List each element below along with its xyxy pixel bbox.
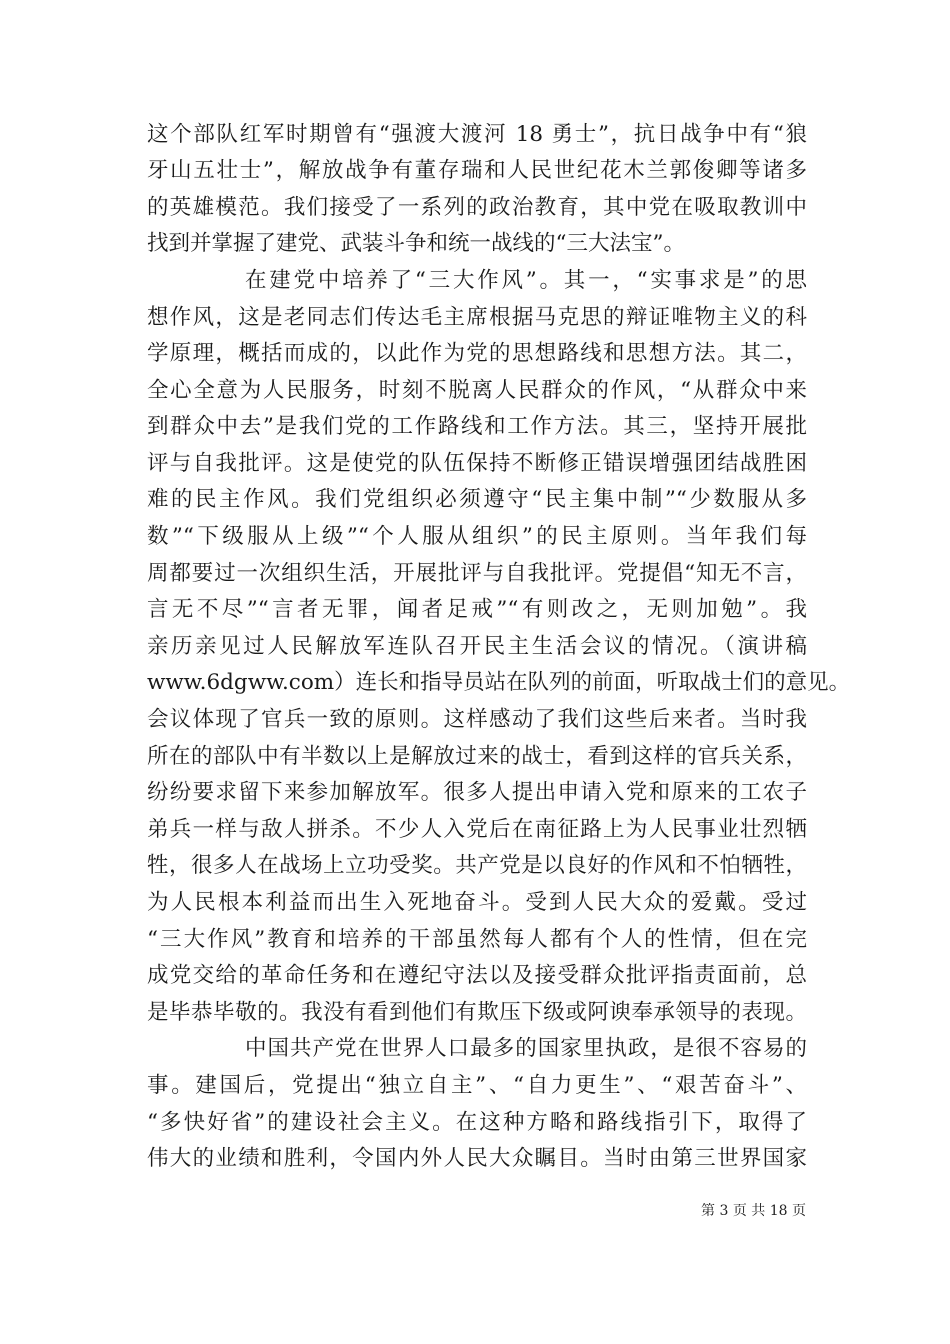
text-line: 亲历亲见过人民解放军连队召开民主生活会议的情况。（演讲稿 (147, 634, 807, 659)
text-line: 事。建国后，党提出“独立自主”、“自力更生”、“艰苦奋斗”、 (147, 1073, 807, 1098)
text-line: 伟大的业绩和胜利，令国内外人民大众瞩目。当时由第三世界国家 (147, 1146, 807, 1171)
text-line: 全心全意为人民服务，时刻不脱离人民群众的作风，“从群众中来 (147, 378, 807, 403)
text-line: 弟兵一样与敌人拼杀。不少人入党后在南征路上为人民事业壮烈牺 (147, 817, 807, 842)
text-line: 牙山五壮士”，解放战争有董存瑞和人民世纪花木兰郭俊卿等诸多 (147, 158, 807, 183)
text-line: 数”“下级服从上级”“个人服从组织”的民主原则。当年我们每 (147, 524, 807, 549)
text-line: www.6dgww.com）连长和指导员站在队列的前面，听取战士们的意见。 (147, 670, 851, 695)
text-line: 为人民根本利益而出生入死地奋斗。受到人民大众的爱戴。受过 (147, 890, 807, 915)
text-line: 会议体现了官兵一致的原则。这样感动了我们这些后来者。当时我 (147, 707, 807, 732)
text-line: 周都要过一次组织生活，开展批评与自我批评。党提倡“知无不言， (147, 561, 807, 586)
page-number-footer: 第 3 页 共 18 页 (701, 1203, 806, 1219)
text-line: 学原理，概括而成的，以此作为党的思想路线和思想方法。其二， (147, 341, 807, 366)
text-line: 纷纷要求留下来参加解放军。很多人提出申请入党和原来的工农子 (147, 780, 807, 805)
text-line: 是毕恭毕敬的。我没有看到他们有欺压下级或阿谀奉承领导的表现。 (147, 1000, 807, 1025)
text-line: 想作风，这是老同志们传达毛主席根据马克思的辩证唯物主义的科 (147, 305, 807, 330)
paragraph-start-line: 在建党中培养了“三大作风”。其一，“实事求是”的思 (245, 268, 807, 293)
text-line: 所在的部队中有半数以上是解放过来的战士，看到这样的官兵关系， (147, 744, 807, 769)
text-line: 言无不尽”“言者无罪，闻者足戒”“有则改之，无则加勉”。我 (147, 597, 807, 622)
text-line: 牲，很多人在战场上立功受奖。共产党是以良好的作风和不怕牺牲， (147, 853, 807, 878)
paragraph-start-line: 中国共产党在世界人口最多的国家里执政，是很不容易的 (245, 1036, 807, 1061)
text-line: 这个部队红军时期曾有“强渡大渡河 18 勇士”，抗日战争中有“狼 (147, 122, 807, 147)
text-line: 难的民主作风。我们党组织必须遵守“民主集中制”“少数服从多 (147, 487, 807, 512)
text-line: 的英雄模范。我们接受了一系列的政治教育，其中党在吸取教训中 (147, 195, 807, 220)
text-line: “三大作风”教育和培养的干部虽然每人都有个人的性情，但在完 (147, 927, 807, 952)
text-line: “多快好省”的建设社会主义。在这种方略和路线指引下，取得了 (147, 1110, 807, 1135)
text-line: 评与自我批评。这是使党的队伍保持不断修正错误增强团结战胜困 (147, 451, 807, 476)
text-line: 到群众中去”是我们党的工作路线和工作方法。其三，坚持开展批 (147, 414, 807, 439)
text-line: 找到并掌握了建党、武装斗争和统一战线的“三大法宝”。 (147, 231, 685, 256)
text-line: 成党交给的革命任务和在遵纪守法以及接受群众批评指责面前，总 (147, 963, 807, 988)
